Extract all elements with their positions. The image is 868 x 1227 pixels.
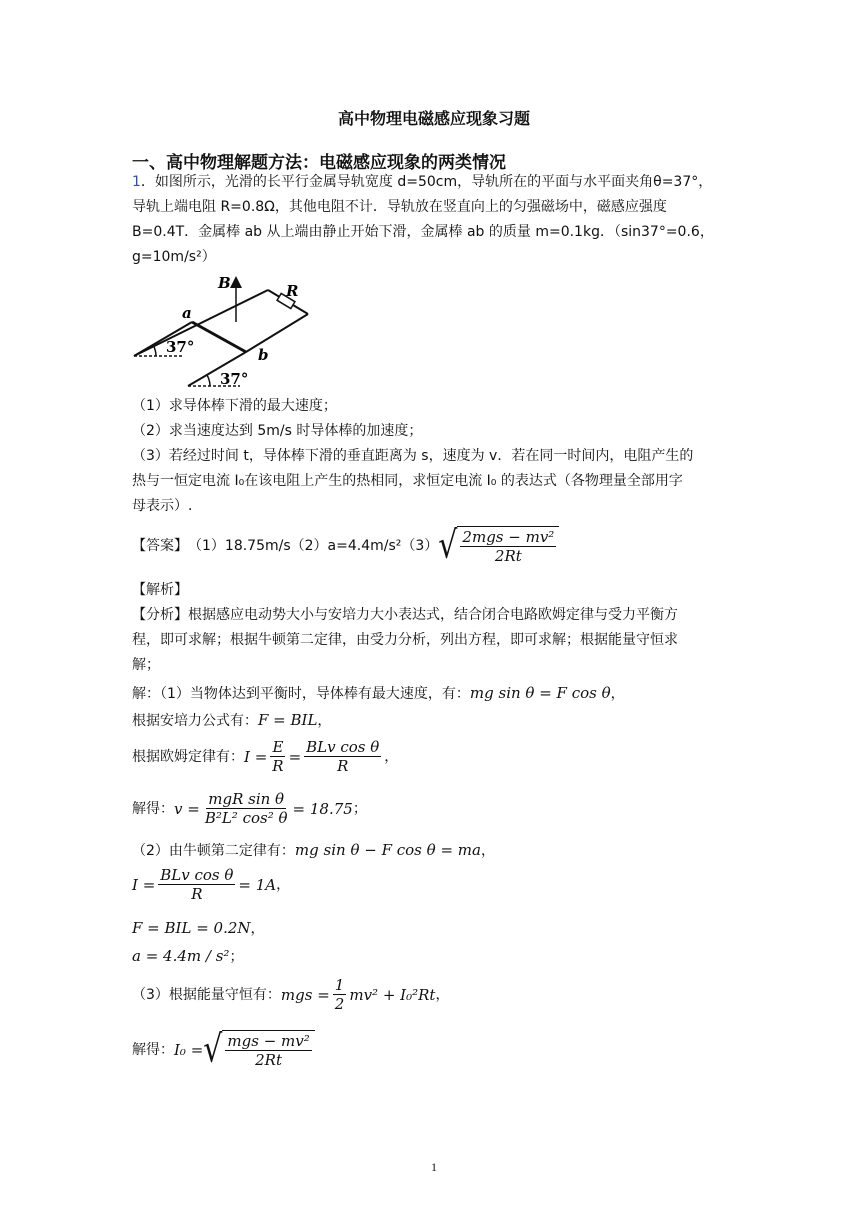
solution-step-2: 根据安培力公式有：F = BIL， bbox=[132, 711, 332, 729]
question-3-line-1: （3）若经过时间 t，导体棒下滑的垂直距离为 s，速度为 v．若在同一时间内，电阻产生的 bbox=[132, 448, 694, 464]
answer-label: 【答案】 bbox=[132, 537, 188, 554]
incline-rail-figure bbox=[130, 272, 320, 390]
problem-number: 1 bbox=[132, 174, 141, 190]
equation-newton: mg sin θ − F cos θ = ma bbox=[294, 841, 481, 859]
solution-step-1: 解：（1）当物体达到平衡时，导体棒有最大速度，有：mg sin θ = F cos θ， bbox=[132, 684, 625, 702]
problem-line-3: B=0.4T．金属棒 ab 从上端由静止开始下滑，金属棒 ab 的质量 m=0.1kg．（sin37°=0.6， bbox=[132, 224, 714, 240]
final-sqrt: √ $\frac{\text{mgs − mv²}}{2Rt}$ bbox=[203, 1030, 314, 1069]
answer-sqrt: √ $\frac{\text{2mgs − mv²}}{2Rt}$ bbox=[438, 526, 559, 565]
solution-step-9: （3）根据能量守恒有： mgs = $\frac{1}{2}$ mv² + I₀²Rt ， bbox=[132, 976, 450, 1013]
problem-line-2: 导轨上端电阻 R=0.8Ω，其他电阻不计．导轨放在竖直向上的匀强磁场中，磁感应强度 bbox=[132, 199, 667, 215]
page-number: 1 bbox=[431, 1160, 437, 1174]
analysis-line-2: 程，即可求解；根据牛顿第二定律，由受力分析，列出方程，即可求解；根据能量守恒求 bbox=[132, 632, 678, 648]
analysis-line-3: 解； bbox=[132, 657, 160, 673]
equation-equilibrium: mg sin θ = F cos θ bbox=[469, 684, 611, 702]
question-3-line-2: 热与一恒定电流 I₀在该电阻上产生的热相同，求恒定电流 I₀ 的表达式（各物理量全部用字 bbox=[132, 473, 683, 489]
answer-line bbox=[132, 523, 559, 567]
label-B: B bbox=[218, 274, 231, 292]
solution-step-7: F = BIL = 0.2N， bbox=[132, 919, 265, 937]
question-3-line-3: 母表示）. bbox=[132, 498, 193, 514]
analysis-line-1: 【分析】根据感应电动势大小与安培力大小表达式，结合闭合电路欧姆定律与受力平衡方 bbox=[132, 607, 678, 623]
solution-step-4: 解得： v = $\frac{\text{mgR sin θ}}{\text{B²L² cos² θ}}$ = 18.75 ； bbox=[132, 790, 367, 827]
label-R: R bbox=[286, 282, 299, 300]
angle-label-bottom: 37° bbox=[220, 370, 249, 388]
page-title: 高中物理电磁感应现象习题 bbox=[337, 109, 530, 128]
section-heading: 一、高中物理解题方法：电磁感应现象的两类情况 bbox=[132, 153, 506, 173]
question-1: （1）求导体棒下滑的最大速度； bbox=[132, 398, 337, 414]
answer-sqrt-denominator: 2Rt bbox=[494, 547, 522, 565]
analysis-label: 【解析】 bbox=[132, 582, 188, 598]
solution-step-5: （2）由牛顿第二定律有：mg sin θ − F cos θ = ma， bbox=[132, 841, 495, 859]
solution-step-3: 根据欧姆定律有： I = $\frac{E}{R}$ = $\frac{\text{BLv cos θ}}{R}$ ， bbox=[132, 738, 399, 775]
answer-text: （1）18.75m/s（2）a=4.4m/s²（3） bbox=[188, 537, 439, 554]
question-2: （2）求当速度达到 5m/s 时导体棒的加速度； bbox=[132, 423, 423, 439]
rod-ab bbox=[192, 322, 246, 352]
answer-sqrt-numerator: 2mgs − mv² bbox=[462, 528, 555, 546]
solution-step-10: 解得： I₀ = √ $\frac{\text{mgs − mv²}}{2Rt}$ bbox=[132, 1030, 315, 1069]
equation-ampere-force: F = BIL bbox=[258, 711, 318, 729]
angle-label-top: 37° bbox=[166, 338, 195, 356]
label-a: a bbox=[182, 304, 192, 322]
label-b: b bbox=[258, 346, 269, 364]
problem-text: ．如图所示，光滑的长平行金属导轨宽度 d=50cm，导轨所在的平面与水平面夹角θ=37°， bbox=[140, 174, 713, 190]
problem-line-4: g=10m/s²） bbox=[132, 249, 216, 265]
solution-step-8: a = 4.4m / s²； bbox=[132, 947, 244, 965]
problem-line-1 bbox=[132, 172, 712, 192]
solution-step-6: I = $\frac{\text{BLv cos θ}}{R}$ = 1A ， bbox=[132, 866, 291, 903]
